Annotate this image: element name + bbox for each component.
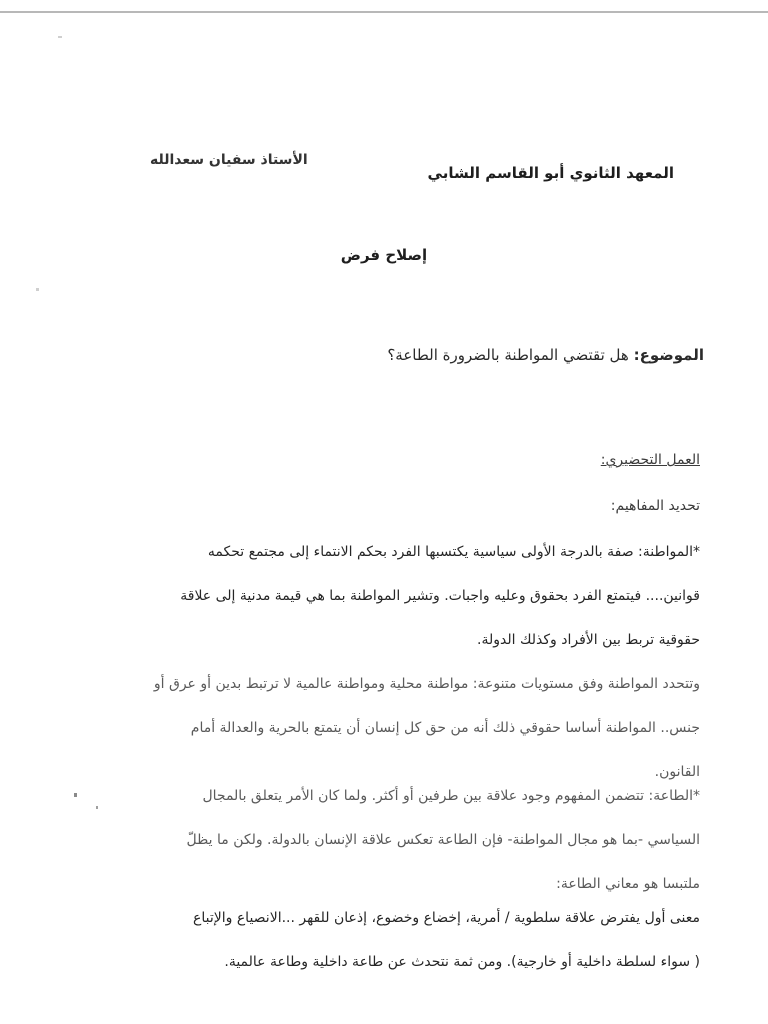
section-title: العمل التحضيري: [600,452,700,468]
paragraph-obedience [187,774,700,906]
paragraph-citizenship [180,530,700,662]
document-title: إصلاح فرض [340,246,428,264]
subject-text: هل تقتضي المواطنة بالضرورة الطاعة؟ [387,346,629,364]
subject-label: الموضوع: [633,346,704,364]
scan-speck [74,793,77,797]
teacher-name: الأستاذ سفيان سعدالله [150,152,308,168]
scan-speck [36,288,39,291]
paragraph-line: ( سواء لسلطة داخلية أو خارجية). ومن ثمة نتحدث عن طاعة داخلية وطاعة عالمية. [224,954,700,970]
subject-line [387,346,704,364]
paragraph-line: ملتبسا هو معاني الطاعة: [556,876,700,892]
institution-name: المعهد الثانوي أبو القاسم الشابي [427,164,674,182]
paragraph-line: معنى أول يفترض علاقة سلطوية / أمرية، إخضاع وخضوع، إذعان للقهر ...الانصياع والإتباع [193,910,700,926]
paragraph-line: *المواطنة: صفة بالدرجة الأولى سياسية يكتسبها الفرد بحكم الانتماء إلى مجتمع تحكمه [207,544,700,560]
scan-speck [96,806,98,809]
paragraph-line: القانون. [654,764,700,780]
paragraph-line: السياسي -بما هو مجال المواطنة- فإن الطاعة تعكس علاقة الإنسان بالدولة. ولكن ما يظلّ [186,832,700,848]
paragraph-obedience-meanings [193,896,700,984]
paragraph-line: *الطاعة: تتضمن المفهوم وجود علاقة بين طرفين أو أكثر. ولما كان الأمر يتعلق بالمجال [202,788,700,804]
paragraph-line: جنس.. المواطنة أساسا حقوقي ذلك أنه من حق كل إنسان أن يتمتع بالحرية والعدالة أمام [190,720,700,736]
concepts-heading: تحديد المفاهيم: [610,498,700,514]
paragraph-line: حقوقية تربط بين الأفراد وكذلك الدولة. [477,632,700,648]
paragraph-line: قوانين.... فيتمتع الفرد بحقوق وعليه واجبات. وتشير المواطنة بما هي قيمة مدنية إلى علاقة [180,588,700,604]
paragraph-line: وتتحدد المواطنة وفق مستويات متنوعة: مواطنة محلية ومواطنة عالمية لا ترتبط بدين أو عرق أو [153,676,700,692]
scan-top-border [0,11,768,13]
scan-speck [58,36,62,38]
